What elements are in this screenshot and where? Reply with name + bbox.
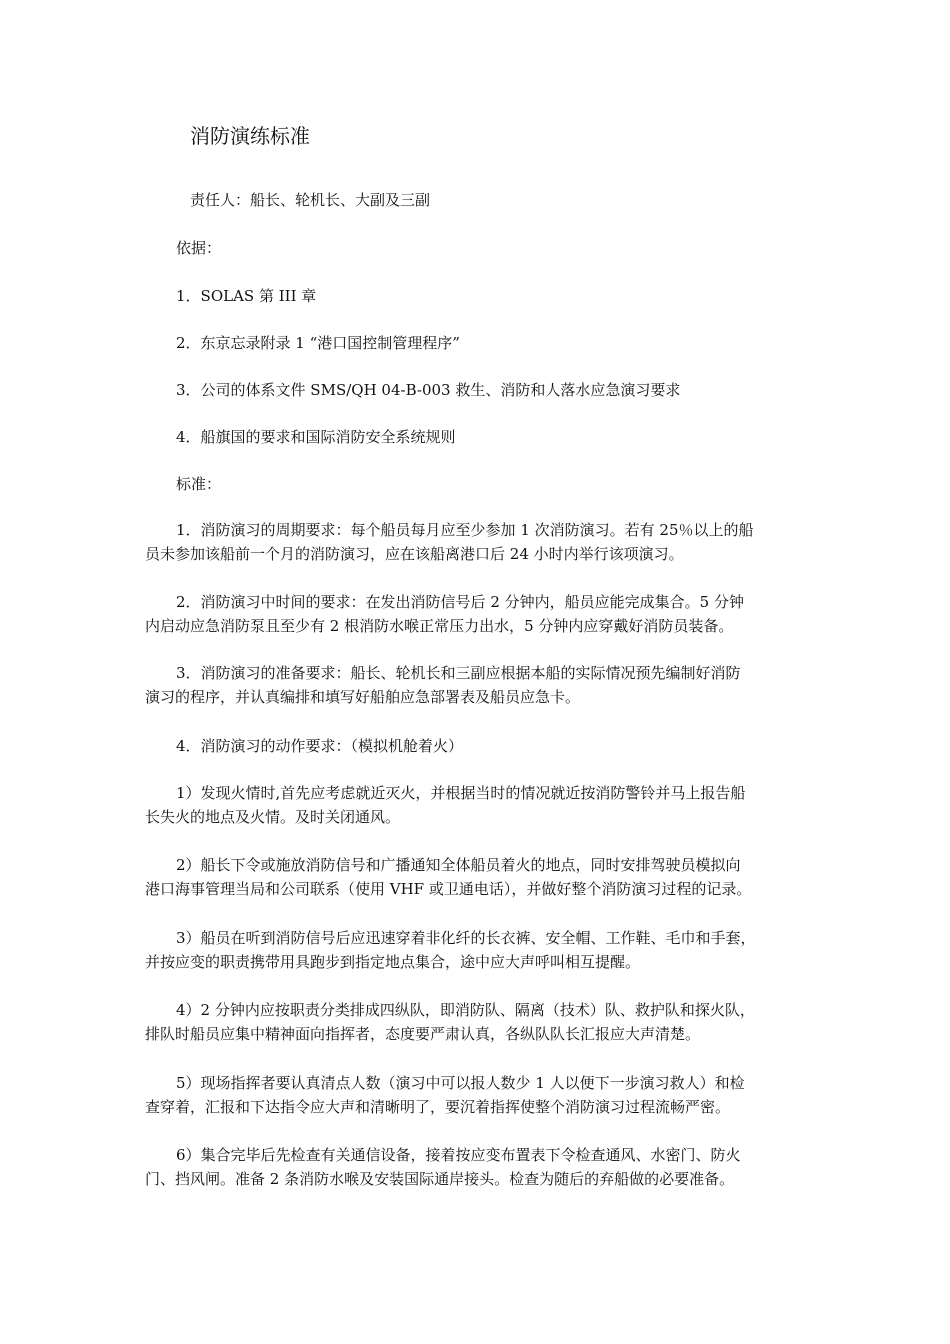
basis-item: 2．东京忘录附录 1 “港口国控制管理程序” [176,334,460,352]
standard-paragraph [145,1143,810,1191]
standard-paragraph [145,518,810,566]
paragraph-line: 港口海事管理当局和公司联系（使用 VHF 或卫通电话），并做好整个消防演习过程的记录。 [145,880,752,898]
paragraph-line: 2）船长下令或施放消防信号和广播通知全体船员着火的地点，同时安排驾驶员模拟向 [176,856,741,874]
standard-paragraph [145,734,810,758]
basis-heading: 依据： [176,239,222,257]
paragraph-line: 1）发现火情时,首先应考虑就近灭火，并根据当时的情况就近按消防警铃并马上报告船 [176,784,746,802]
paragraph-line: 门、挡风闸。准备 2 条消防水喉及安装国际通岸接头。检查为随后的弃船做的必要准备。 [145,1170,735,1188]
standard-paragraph [145,661,810,709]
standard-paragraph [145,590,810,638]
paragraph-line: 3．消防演习的准备要求：船长、轮机长和三副应根据本船的实际情况预先编制好消防 [176,664,741,682]
paragraph-line: 5）现场指挥者要认真清点人数（演习中可以报人数少 1 人以便下一步演习救人）和检 [176,1074,745,1092]
responsible-line: 责任人：船长、轮机长、大副及三副 [190,191,431,209]
paragraph-line: 3）船员在听到消防信号后应迅速穿着非化纤的长衣裤、安全帽、工作鞋、毛巾和手套， [176,929,756,947]
document-title: 消防演练标准 [190,124,310,148]
paragraph-line: 长失火的地点及火情。及时关闭通风。 [145,808,401,826]
paragraph-line: 查穿着，汇报和下达指令应大声和清晰明了，要沉着指挥使整个消防演习过程流畅严密。 [145,1098,731,1116]
paragraph-line: 员未参加该船前一个月的消防演习，应在该船离港口后 24 小时内举行该项演习。 [145,545,684,563]
standard-paragraph [145,926,810,974]
basis-item: 3．公司的体系文件 SMS/QH 04-B-003 救生、消防和人落水应急演习要求 [176,381,681,399]
basis-item: 1．SOLAS 第 III 章 [176,287,317,305]
basis-item: 4．船旗国的要求和国际消防安全系统规则 [176,428,456,446]
standard-paragraph [145,781,810,829]
paragraph-line: 并按应变的职责携带用具跑步到指定地点集合，途中应大声呼叫相互提醒。 [145,953,641,971]
paragraph-line: 演习的程序，并认真编排和填写好船舶应急部署表及船员应急卡。 [145,688,581,706]
paragraph-line: 1．消防演习的周期要求：每个船员每月应至少参加 1 次消防演习。若有 25％以上的船 [176,521,754,539]
paragraph-line: 4）2 分钟内应按职责分类排成四纵队，即消防队、隔离（技术）队、救护队和探火队， [176,1001,755,1019]
standard-heading: 标准： [176,475,222,493]
paragraph-line: 2．消防演习中时间的要求：在发出消防信号后 2 分钟内，船员应能完成集合。5 分钟 [176,593,744,611]
standard-paragraph [145,998,810,1046]
paragraph-line: 4．消防演习的动作要求：（模拟机舱着火） [176,737,464,755]
paragraph-line: 排队时船员应集中精神面向指挥者，态度要严肃认真，各纵队队长汇报应大声清楚。 [145,1025,701,1043]
standard-paragraph [145,1071,810,1119]
paragraph-line: 6）集合完毕后先检查有关通信设备，接着按应变布置表下令检查通风、水密门、防火 [176,1146,741,1164]
paragraph-line: 内启动应急消防泵且至少有 2 根消防水喉正常压力出水，5 分钟内应穿戴好消防员装备。 [145,617,734,635]
standard-paragraph [145,853,810,901]
